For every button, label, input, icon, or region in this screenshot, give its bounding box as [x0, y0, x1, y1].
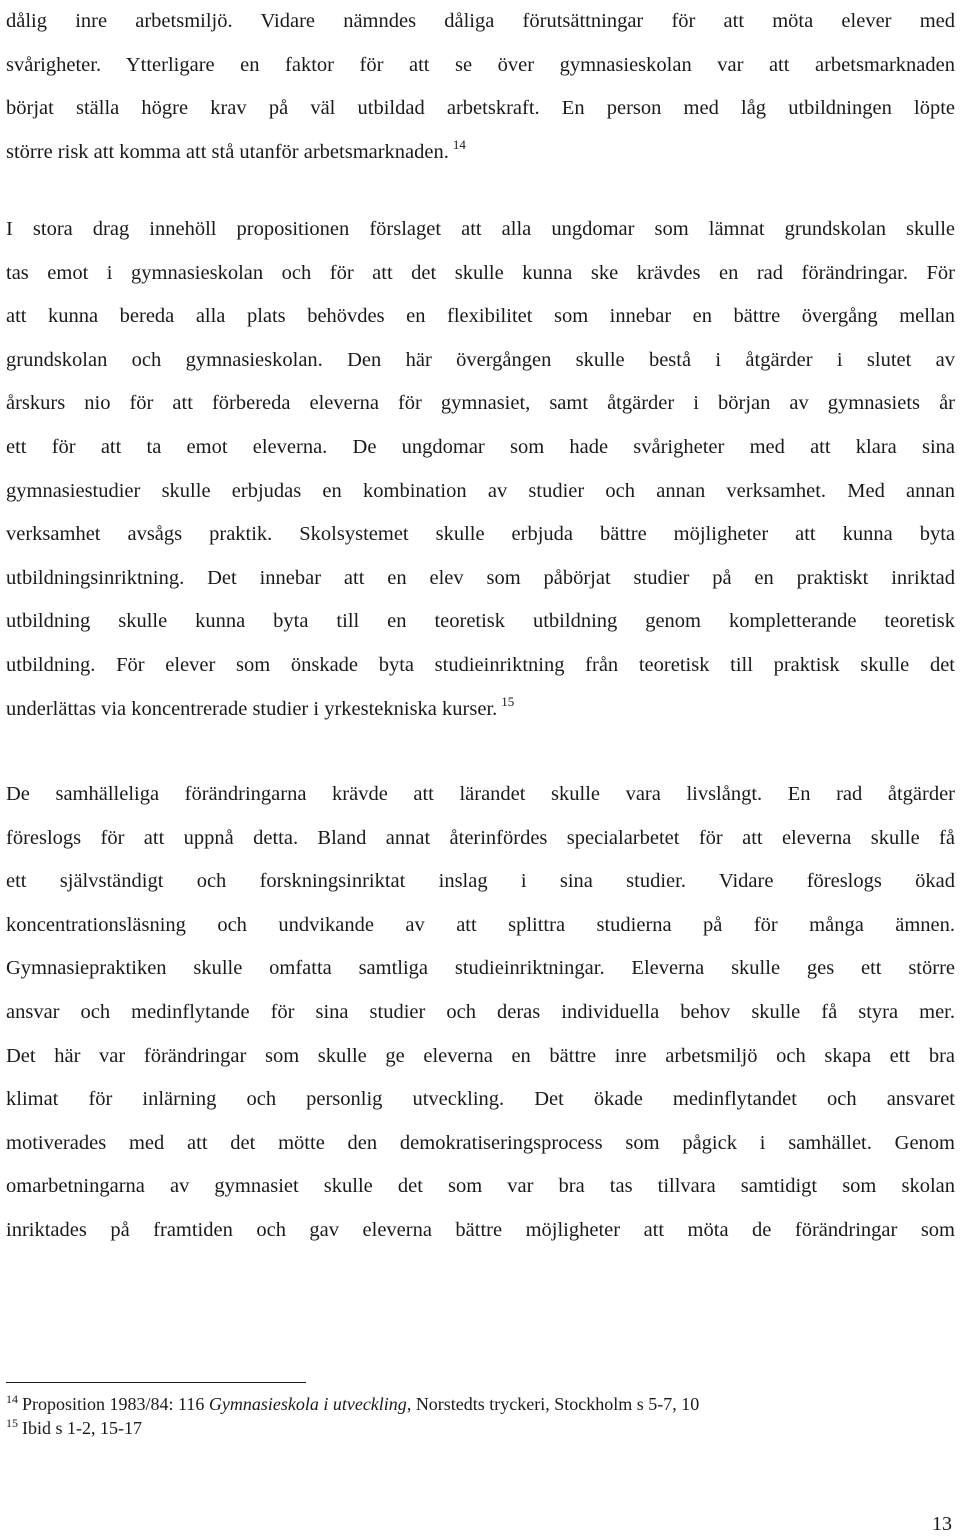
paragraph-line: ansvar och medinflytande för sina studier och deras individuella behov skulle få styra mer.	[6, 1000, 955, 1023]
paragraph-line: klimat för inlärning och personlig utveckling. Det ökade medinflytandet och ansvaret	[6, 1088, 955, 1111]
paragraph-line: I stora drag innehöll propositionen förslaget att alla ungdomar som lämnat grundskolan skulle	[6, 218, 955, 240]
paragraph-line: Det här var förändringar som skulle ge eleverna en bättre inre arbetsmiljö och skapa ett bra	[6, 1044, 955, 1067]
paragraph-line-text: underlättas via koncentrerade studier i yrkestekniska kurser.	[6, 697, 498, 720]
footnote-title: Gymnasieskola i utveckling	[208, 1394, 407, 1414]
footnote-text: Proposition 1983/84: 116	[22, 1394, 209, 1414]
footnote-number: 14	[6, 1392, 18, 1406]
footnote-number: 15	[6, 1416, 18, 1430]
paragraph-line: gymnasiestudier skulle erbjudas en kombination av studier och annan verksamhet. Med annan	[6, 479, 955, 502]
footnotes	[6, 1392, 955, 1440]
footnote-text: Ibid s 1-2, 15-17	[22, 1418, 142, 1438]
paragraph-line: koncentrationsläsning och undvikande av att splittra studierna på för många ämnen.	[6, 913, 955, 936]
paragraph-line: utbildning skulle kunna byta till en teoretisk utbildning genom kompletterande teoretisk	[6, 610, 955, 633]
paragraph-line-last	[6, 131, 955, 175]
footnote-reference: 14	[452, 136, 466, 152]
paragraph-line: motiverades med att det mötte den demokratiseringsprocess som pågick i samhället. Genom	[6, 1131, 955, 1154]
paragraph-line: Gymnasiepraktiken skulle omfatta samtliga studieinriktningar. Eleverna skulle ges ett större	[6, 957, 955, 980]
paragraph-line: ett för att ta emot eleverna. De ungdomar som hade svårigheter med att klara sina	[6, 435, 955, 458]
paragraph-line: årskurs nio för att förbereda eleverna för gymnasiet, samt åtgärder i början av gymnasiets år	[6, 392, 955, 415]
paragraph-line: grundskolan och gymnasieskolan. Den här övergången skulle bestå i åtgärder i slutet av	[6, 348, 955, 371]
paragraph-line-last	[6, 688, 955, 732]
footnote-reference: 15	[501, 693, 515, 709]
footnote-text-after: , Norstedts tryckeri, Stockholm s 5-7, 10	[406, 1394, 700, 1414]
page-number: 13	[932, 1513, 952, 1535]
paragraph-line: svårigheter. Ytterligare en faktor för att se över gymnasieskolan var att arbetsmarknaden	[6, 53, 955, 76]
paragraph-line: börjat ställa högre krav på väl utbildad arbetskraft. En person med låg utbildningen löpte	[6, 97, 955, 120]
paragraph-line: att kunna bereda alla plats behövdes en flexibilitet som innebar en bättre övergång mellan	[6, 305, 955, 328]
footnote-14	[6, 1392, 955, 1416]
paragraph-line: inriktades på framtiden och gav eleverna bättre möjligheter att möta de förändringar som	[6, 1218, 955, 1241]
paragraph-3	[6, 773, 955, 1253]
footnote-separator	[6, 1382, 306, 1383]
paragraph-2	[6, 208, 955, 731]
paragraph-line: utbildningsinriktning. Det innebar att en elev som påbörjat studier på en praktiskt inriktad	[6, 566, 955, 589]
paragraph-line: De samhälleliga förändringarna krävde att lärandet skulle vara livslångt. En rad åtgärder	[6, 783, 955, 805]
paragraph-line: föreslogs för att uppnå detta. Bland annat återinfördes specialarbetet för att eleverna skulle få	[6, 826, 955, 849]
paragraph-line: dålig inre arbetsmiljö. Vidare nämndes dåliga förutsättningar för att möta elever med	[6, 10, 955, 32]
paragraph-line-text: större risk att komma att stå utanför arbetsmarknaden.	[6, 140, 449, 163]
paragraph-1	[6, 0, 955, 174]
paragraph-line: omarbetningarna av gymnasiet skulle det som var bra tas tillvara samtidigt som skolan	[6, 1175, 955, 1198]
paragraph-line: tas emot i gymnasieskolan och för att det skulle kunna ske krävdes en rad förändringar. För	[6, 261, 955, 284]
paragraph-line: utbildning. För elever som önskade byta studieinriktning från teoretisk till praktisk skulle det	[6, 653, 955, 676]
footnote-15	[6, 1416, 955, 1440]
paragraph-line: ett självständigt och forskningsinriktat inslag i sina studier. Vidare föreslogs ökad	[6, 870, 955, 893]
paragraph-line: verksamhet avsågs praktik. Skolsystemet skulle erbjuda bättre möjligheter att kunna byta	[6, 523, 955, 546]
